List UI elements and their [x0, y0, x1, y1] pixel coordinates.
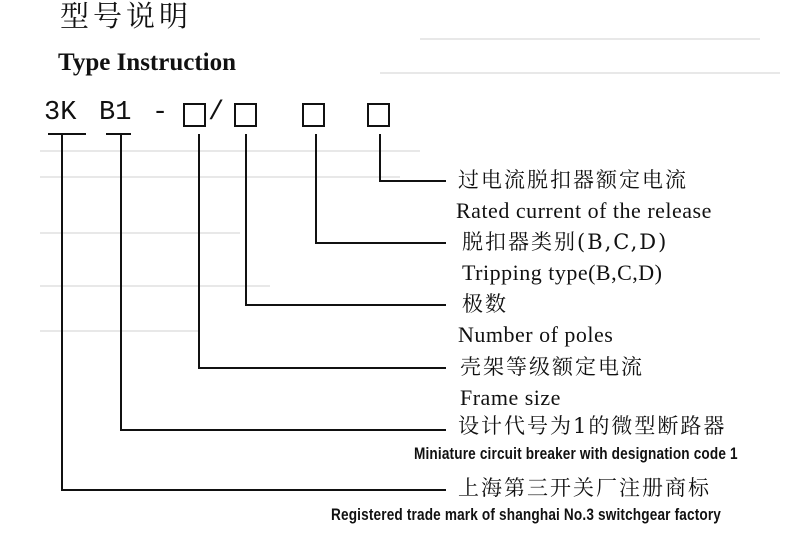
item-tripping-type-en: Tripping type(B,C,D) [462, 260, 663, 285]
item-tripping-type-cn: 脱扣器类别(B,C,D) [462, 230, 669, 254]
code-brand: 3K [44, 98, 77, 128]
leader-frame-size [199, 134, 446, 368]
code-series: B1 [99, 98, 132, 128]
item-trademark-en: Registered trade mark of shanghai No.3 switchgear factory [331, 505, 722, 524]
item-designation-cn: 设计代号为1的微型断路器 [458, 414, 727, 438]
leader-trademark [62, 134, 446, 490]
page-title-en: Type Instruction [58, 49, 237, 76]
item-poles-en: Number of poles [458, 322, 614, 347]
item-rated-current-cn: 过电流脱扣器额定电流 [458, 168, 688, 192]
page-title-cn: 型号说明 [60, 0, 193, 33]
leader-rated-current [380, 134, 446, 181]
item-designation-en: Miniature circuit breaker with designation code 1 [414, 444, 738, 463]
leader-poles [246, 134, 446, 305]
item-frame-size-cn: 壳架等级额定电流 [460, 355, 644, 379]
leader-designation [121, 134, 446, 430]
item-poles-cn: 极数 [462, 292, 508, 316]
code-slash: / [208, 98, 225, 128]
code-dash: - [152, 98, 169, 128]
item-rated-current-en: Rated current of the release [456, 198, 712, 223]
item-trademark-cn: 上海第三开关厂注册商标 [458, 476, 711, 500]
item-frame-size-en: Frame size [460, 385, 561, 410]
